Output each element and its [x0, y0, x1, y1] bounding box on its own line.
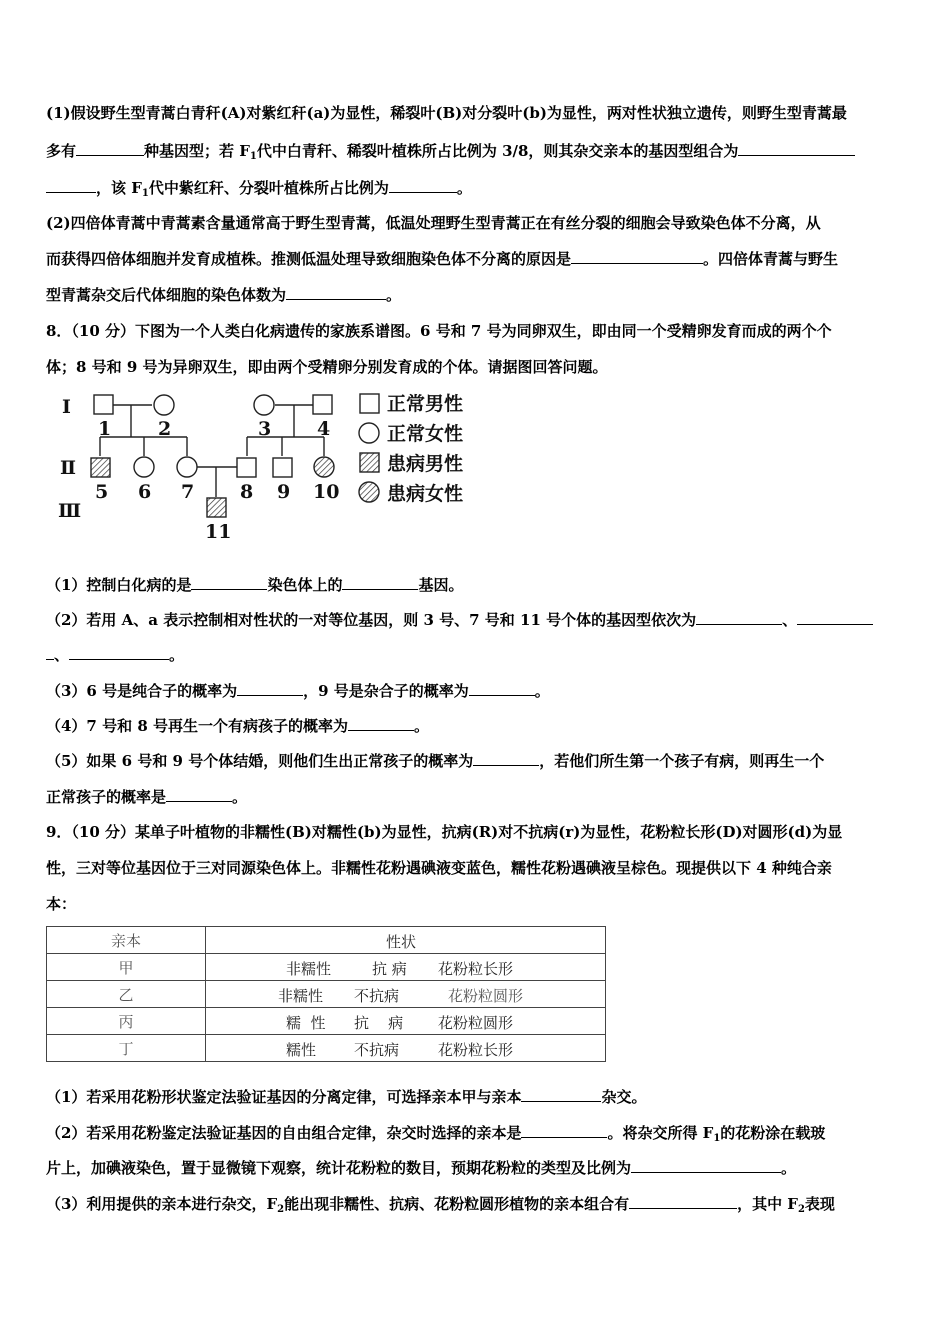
table-row [47, 981, 606, 1008]
q9-sub2-line1: （2）若采用花粉鉴定法验证基因的自由组合定律，杂交时选择的亲本是 。将杂交所得 $F_1$的花粉涂在载玻 [46, 1124, 826, 1144]
pedigree-chart [54, 388, 474, 540]
q7-part1-line2: 多有 种基因型；若 $F_1$代中白青秆、稀裂叶植株所占比例为 3/8，则其杂交亲本的基因型组合为 [46, 140, 908, 168]
answer-blank[interactable] [348, 715, 414, 731]
q8-intro-line2: 体；8 号和 9 号为异卵双生，即由两个受精卵分别发育成的个体。请据图回答问题。 [46, 358, 608, 376]
header-traits: 性状 [206, 927, 606, 954]
answer-blank[interactable] [631, 1157, 781, 1173]
q9-sub2-line2: 片上，加碘液染色，置于显微镜下观察，统计花粉粒的数目，预期花粉粒的类型及比例为 。 [46, 1159, 797, 1177]
table-row [47, 954, 606, 981]
header-parent: 亲本 [47, 927, 206, 954]
number-10: 10 [313, 481, 340, 503]
number-2: 2 [158, 418, 172, 440]
legend-affected-female: 患病女性 [387, 483, 464, 505]
answer-blank[interactable] [46, 177, 96, 193]
individual-6 [134, 457, 154, 477]
trait-cell: 非糯性 不抗病 花粉粒圆形 [206, 981, 606, 1008]
answer-blank[interactable] [797, 609, 873, 625]
table-header-row [47, 927, 606, 954]
individual-8 [237, 458, 256, 477]
number-3: 3 [258, 418, 272, 440]
number-5: 5 [95, 481, 109, 503]
q8-sub2-line2: 、 。 [46, 644, 908, 666]
number-7: 7 [181, 481, 195, 503]
individual-10 [314, 457, 334, 477]
table-row [47, 1035, 606, 1062]
table-row [47, 1008, 606, 1035]
answer-blank[interactable] [166, 786, 232, 802]
individual-7 [177, 457, 197, 477]
individual-1 [94, 395, 113, 414]
answer-blank[interactable] [629, 1193, 737, 1209]
answer-blank[interactable] [191, 574, 267, 590]
answer-blank[interactable] [389, 177, 457, 193]
individual-3 [254, 395, 274, 415]
legend-affected-female-icon [359, 482, 379, 502]
answer-blank[interactable] [696, 609, 782, 625]
number-1: 1 [98, 418, 112, 440]
number-4: 4 [317, 418, 331, 440]
generation-label-III: Ⅲ [58, 500, 82, 522]
q7-part2-line2: 而获得四倍体细胞并发育成植株。推测低温处理导致细胞染色体不分离的原因是 。四倍体青蒿与野生 [46, 250, 839, 268]
trait-cell: 糯性 不抗病 花粉粒长形 [206, 1035, 606, 1062]
legend-normal-male-icon [360, 394, 379, 413]
answer-blank[interactable] [237, 680, 303, 696]
answer-blank[interactable] [76, 140, 144, 156]
individual-4 [313, 395, 332, 414]
q9-sub3-line1: （3）利用提供的亲本进行杂交，$F_2$能出现非糯性、抗病、花粉粒圆形植物的亲本组合有 ，其中 $F_2$表现 [46, 1195, 835, 1215]
q9-intro-line3: 本： [46, 895, 77, 913]
legend-affected-male: 患病男性 [387, 453, 464, 475]
legend-normal-female: 正常女性 [387, 423, 464, 445]
q7-part2-line1: (2)四倍体青蒿中青蒿素含量通常高于野生型青蒿，低温处理野生型青蒿正在有丝分裂的细胞会导致染色体不分离，从 [46, 214, 821, 232]
legend-normal-female-icon [359, 423, 379, 443]
individual-9 [273, 458, 292, 477]
generation-label-I: Ⅰ [62, 396, 71, 418]
legend-normal-male: 正常男性 [387, 393, 464, 415]
answer-blank[interactable] [469, 680, 535, 696]
individual-11 [207, 498, 226, 517]
answer-blank[interactable] [342, 574, 418, 590]
answer-blank[interactable] [738, 140, 855, 156]
answer-blank[interactable] [473, 750, 539, 766]
q7-part1-line3: ，该 $F_1$代中紫红秆、分裂叶植株所占比例为 。 [46, 177, 908, 205]
answer-blank[interactable] [69, 644, 169, 660]
parent-name: 丁 [47, 1035, 206, 1062]
number-8: 8 [240, 481, 254, 503]
parent-name: 乙 [47, 981, 206, 1008]
q8-sub4: （4）7 号和 8 号再生一个有病孩子的概率为 。 [46, 717, 429, 735]
generation-label-II: Ⅱ [60, 457, 77, 479]
parent-name: 丙 [47, 1008, 206, 1035]
q8-sub2-line1: （2）若用 A、a 表示控制相对性状的一对等位基因，则 3 号、7 号和 11 号个体的基因型依次为 、 [46, 609, 908, 631]
legend-affected-male-icon [360, 453, 379, 472]
q8-sub1: （1）控制白化病的是 染色体上的 基因。 [46, 576, 464, 594]
individual-2 [154, 395, 174, 415]
q8-sub5-line2: 正常孩子的概率是 。 [46, 788, 248, 806]
q8-sub3: （3）6 号是纯合子的概率为 ，9 号是杂合子的概率为 。 [46, 682, 550, 700]
answer-blank[interactable] [286, 284, 386, 300]
answer-blank[interactable] [521, 1086, 601, 1102]
individual-5 [91, 458, 110, 477]
number-9: 9 [277, 481, 291, 503]
parents-table [46, 926, 606, 1062]
answer-blank[interactable] [571, 248, 703, 264]
number-6: 6 [138, 481, 152, 503]
answer-blank[interactable] [46, 644, 54, 660]
parent-name: 甲 [47, 954, 206, 981]
trait-cell: 非糯性 抗 病 花粉粒长形 [206, 954, 606, 981]
q7-part1-line1: (1)假设野生型青蒿白青秆(A)对紫红秆(a)为显性，稀裂叶(B)对分裂叶(b)为显性，两对性状独立遗传，则野生型青蒿最 [46, 104, 847, 122]
q7-part2-line3: 型青蒿杂交后代体细胞的染色体数为 。 [46, 286, 402, 304]
q9-sub1: （1）若采用花粉形状鉴定法验证基因的分离定律，可选择亲本甲与亲本 杂交。 [46, 1088, 647, 1106]
answer-blank[interactable] [521, 1122, 607, 1138]
q9-intro-line2: 性，三对等位基因位于三对同源染色体上。非糯性花粉遇碘液变蓝色，糯性花粉遇碘液呈棕色。现提供以下 4 种纯合亲 [46, 859, 832, 877]
q8-sub5-line1: （5）如果 6 号和 9 号个体结婚，则他们生出正常孩子的概率为 ，若他们所生第一个孩子有病，则再生一个 [46, 752, 825, 770]
number-11: 11 [205, 521, 232, 540]
q9-intro-line1: 9．（10 分）某单子叶植物的非糯性(B)对糯性(b)为显性，抗病(R)对不抗病(r)为显性，花粉粒长形(D)对圆形(d)为显 [46, 823, 843, 841]
q8-intro-line1: 8．（10 分）下图为一个人类白化病遗传的家族系谱图。6 号和 7 号为同卵双生，即由同一个受精卵发育而成的两个个 [46, 322, 832, 340]
trait-cell: 糯 性 抗 病 花粉粒圆形 [206, 1008, 606, 1035]
